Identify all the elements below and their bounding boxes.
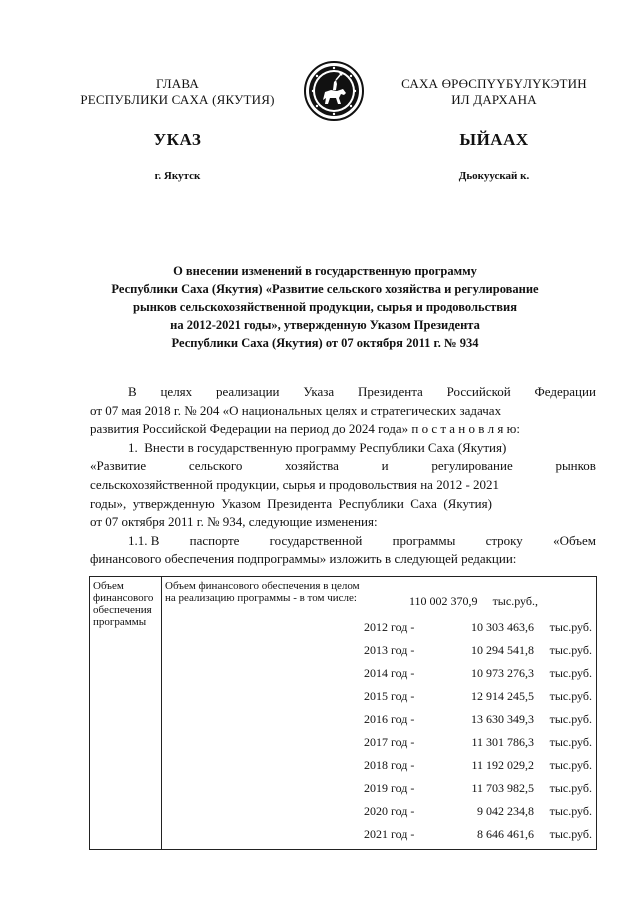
- title-line: на 2012-2021 годы», утвержденную Указом Президента: [170, 318, 480, 332]
- body-line: сельскохозяйственной продукции, сырья и продовольствия на 2012 - 2021: [90, 476, 500, 492]
- year-unit: тыс.руб.: [549, 757, 592, 772]
- body-line: годы», утвержденную Указом Президента Республики Саха (Якутия): [90, 495, 492, 511]
- header-left-line2: РЕСПУБЛИКИ САХА (ЯКУТИЯ): [80, 92, 275, 107]
- year-value: 11 301 786,3: [471, 734, 534, 749]
- title-line: О внесении изменений в государственную программу: [173, 264, 477, 278]
- year-row: [165, 799, 592, 822]
- header-right-line2: ИЛ ДАРХАНА: [451, 92, 537, 107]
- body-line: от 07 октября 2011 г. № 934, следующие изменения:: [90, 514, 378, 530]
- city-ru: г. Якутск: [154, 170, 201, 182]
- financing-values-cell: [162, 577, 597, 850]
- header-right: [378, 76, 610, 108]
- decree-title: [90, 262, 560, 352]
- year-value: 11 192 029,2: [471, 757, 534, 772]
- year-label: 2021 год -: [364, 826, 415, 841]
- title-line: Республики Саха (Якутия) «Развитие сельского хозяйства и регулирование: [111, 282, 539, 296]
- body-line: развития Российской Федерации на период до 2024 года» п о с т а н о в л я ю:: [90, 421, 520, 437]
- year-row: [165, 730, 592, 753]
- year-label: 2017 год -: [364, 734, 415, 749]
- total-unit: тыс.руб.,: [492, 594, 538, 608]
- year-unit: тыс.руб.: [549, 642, 592, 657]
- year-unit: тыс.руб.: [549, 734, 592, 749]
- year-unit: тыс.руб.: [549, 665, 592, 680]
- year-label: 2016 год -: [364, 711, 415, 726]
- year-label: 2013 год -: [364, 642, 415, 657]
- year-row: [165, 615, 592, 638]
- year-label: 2018 год -: [364, 757, 415, 772]
- year-label: 2015 год -: [364, 688, 415, 703]
- year-value: 10 294 541,8: [471, 642, 534, 657]
- year-label: 2014 год -: [364, 665, 415, 680]
- year-row: [165, 753, 592, 776]
- header-left-line1: ГЛАВА: [156, 76, 199, 91]
- financing-label-cell: [90, 577, 162, 850]
- city-sakha: Дьокуускай к.: [458, 170, 530, 182]
- year-value: 9 042 234,8: [477, 803, 534, 818]
- year-value: 10 303 463,6: [471, 619, 534, 634]
- header-right-line1: САХА ӨРӨСПҮҮБҮЛҮКЭТИН: [401, 76, 587, 91]
- year-unit: тыс.руб.: [549, 803, 592, 818]
- year-value: 11 703 982,5: [471, 780, 534, 795]
- body-line: «Развитие сельского хозяйства и регулирование рынков: [90, 458, 596, 474]
- year-value: 8 646 461,6: [477, 826, 534, 841]
- year-label: 2012 год -: [364, 619, 415, 634]
- financing-intro: Объем финансового обеспечения в целом на реализацию программы - в том числе:: [165, 580, 360, 604]
- year-value: 12 914 245,5: [471, 688, 534, 703]
- title-line: Республики Саха (Якутия) от 07 октября 2011 г. № 934: [171, 336, 479, 350]
- year-row: [165, 638, 592, 661]
- year-unit: тыс.руб.: [549, 780, 592, 795]
- total-value: 110 002 370,9: [409, 594, 478, 608]
- year-row: [165, 707, 592, 730]
- year-unit: тыс.руб.: [549, 619, 592, 634]
- title-line: рынков сельскохозяйственной продукции, сырья и продовольствия: [133, 300, 517, 314]
- year-unit: тыс.руб.: [549, 826, 592, 841]
- financing-label: Объем финансового обеспечения программы: [93, 580, 154, 628]
- year-unit: тыс.руб.: [549, 688, 592, 703]
- doc-type-sakha: ЫЙААХ: [459, 130, 529, 149]
- year-rows: [165, 615, 592, 845]
- body-line: от 07 мая 2018 г. № 204 «О национальных целях и стратегических задачах: [90, 402, 502, 418]
- year-row: [165, 776, 592, 799]
- body-line: В целях реализации Указа Президента Российской Федерации: [128, 384, 596, 399]
- financing-total-row: [165, 580, 592, 607]
- year-row: [165, 822, 592, 845]
- body-line: 1.1. В паспорте государственной программы строку «Объем: [128, 532, 596, 548]
- year-row: [165, 661, 592, 684]
- year-value: 10 973 276,3: [471, 665, 534, 680]
- year-row: [165, 684, 592, 707]
- year-value: 13 630 349,3: [471, 711, 534, 726]
- header-left: [80, 76, 275, 108]
- year-unit: тыс.руб.: [549, 711, 592, 726]
- sakha-republic-emblem-icon: [303, 60, 365, 122]
- decree-body: [90, 383, 596, 569]
- year-label: 2020 год -: [364, 803, 415, 818]
- year-label: 2019 год -: [364, 780, 415, 795]
- body-line: финансового обеспечения подпрограммы» изложить в следующей редакции:: [90, 551, 517, 567]
- financing-table: [89, 576, 597, 850]
- body-line: 1. Внести в государственную программу Республики Саха (Якутия): [128, 439, 507, 455]
- doc-type-ru: УКАЗ: [153, 130, 202, 149]
